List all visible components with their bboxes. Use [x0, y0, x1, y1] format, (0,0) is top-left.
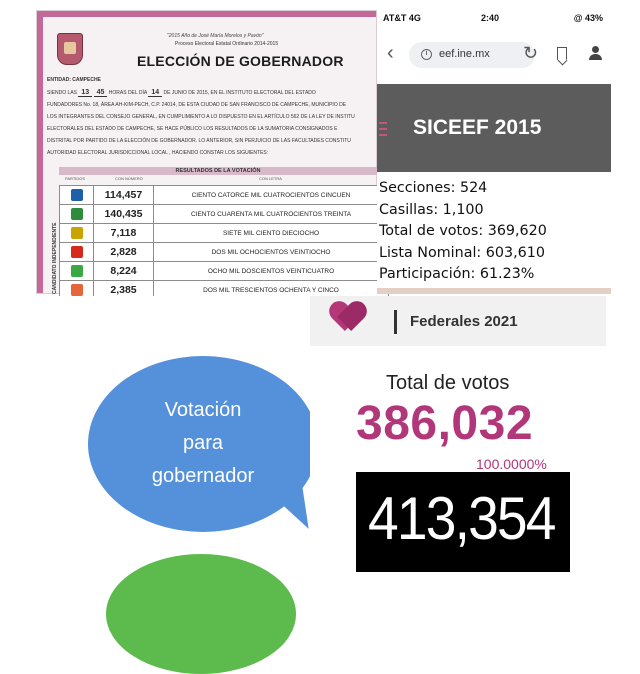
party-logo-icon	[71, 265, 83, 277]
votes-number: 8,224	[94, 262, 154, 281]
entity-label: ENTIDAD:	[47, 77, 71, 83]
federales-panel	[310, 296, 606, 598]
siceef-banner	[377, 84, 611, 172]
document-body-line: ELECTORALES DEL ESTADO DE CAMPECHE, SE HACE PÚBLICO LOS RESULTADOS DE LA SUMATORIA CONSIGNADOS E	[47, 126, 338, 132]
document-body-line: DISTRITAL POR PARTIDO DE LA ELECCIÓN DE GOBERNADOR. LO ANTERIOR, SIN PERJUICIO DE LAS FACULTADES CONSTITU	[47, 138, 351, 144]
reload-icon[interactable]: ↻	[523, 43, 539, 63]
document-top-stripe	[37, 11, 376, 17]
votes-number: 2,385	[94, 281, 154, 300]
col-numbers: CON NÚMERO	[115, 176, 143, 181]
party-logo-icon	[71, 246, 83, 258]
party-logo-cell	[60, 224, 94, 243]
document-process: Proceso Electoral Estatal Ordinario 2014-2015	[175, 41, 279, 47]
ine-logo-icon	[328, 300, 368, 330]
overlay-total-box	[356, 472, 570, 572]
day-value: 14	[148, 89, 162, 97]
stat-lista-nominal: Lista Nominal: 603,610	[379, 244, 545, 261]
votes-words: CIENTO CUARENTA MIL CUATROCIENTOS TREINTA	[154, 205, 389, 224]
party-logo-cell	[60, 205, 94, 224]
document-entity	[47, 77, 101, 83]
entity-value: CAMPECHE	[72, 77, 101, 83]
menu-icon[interactable]	[379, 122, 389, 140]
bookmark-icon[interactable]	[557, 47, 567, 60]
document-body-line: LOS INTEGRANTES DEL CONSEJO GENERAL, EN CUMPLIMIENTO A LO DISPUESTO EN EL ARTÍCULO 562 DE LA LEY DE INSTITU	[47, 114, 355, 120]
phone-screenshot	[377, 10, 611, 294]
bubble-line: para	[182, 432, 224, 454]
document-left-stripe	[37, 11, 43, 293]
url-text[interactable]: eef.ine.mx	[439, 48, 490, 60]
results-row	[60, 224, 389, 243]
document-time-line	[47, 89, 316, 97]
col-party: PARTIDOS	[65, 176, 86, 181]
header-divider	[394, 310, 397, 334]
speech-bubble-panel	[36, 296, 350, 598]
overlay-total-value: 413,354	[368, 485, 555, 552]
party-logo-icon	[71, 284, 83, 296]
time-line-suffix: DE JUNIO DE 2015, EN EL INSTITUTO ELECTORAL DEL ESTADO	[163, 90, 316, 96]
document-body-line: AUTORIDAD ELECTORAL JURISDICCIONAL LOCAL , HACIENDO CONSTAR LOS SIGUIENTES:	[47, 150, 269, 156]
stat-casillas: Casillas: 1,100	[379, 201, 484, 218]
votes-words: DOS MIL OCHOCIENTOS VEINTIOCHO	[154, 243, 389, 262]
federales-header	[310, 296, 606, 346]
results-row	[60, 262, 389, 281]
minute-value: 45	[94, 89, 108, 97]
back-icon[interactable]: ‹	[387, 42, 394, 64]
time-line-prefix: SIENDO LAS	[47, 90, 78, 96]
election-document	[36, 10, 377, 294]
votes-words: DOS MIL TRESCIENTOS OCHENTA Y CINCO	[154, 281, 389, 300]
stat-total-votos: Total de votos: 369,620	[379, 223, 547, 239]
total-votes-value: 386,032	[356, 397, 534, 450]
party-logo-icon	[71, 227, 83, 239]
browser-toolbar	[377, 28, 611, 84]
bubble-line: gobernador	[151, 465, 255, 487]
total-votes-percent: 100.0000%	[476, 456, 547, 472]
party-logo-icon	[71, 189, 83, 201]
results-row	[60, 243, 389, 262]
document-motto: "2015 Año de José María Morelos y Pavón"	[167, 33, 264, 39]
votes-number: 2,828	[94, 243, 154, 262]
hour-value: 13	[78, 89, 92, 97]
banner-title: SICEEF 2015	[413, 116, 542, 139]
stat-secciones: Secciones: 524	[379, 180, 488, 196]
state-seal-icon	[57, 33, 83, 65]
col-letters: CON LETRA	[259, 176, 282, 181]
document-body-line: FUNDADORES No. 18, ÁREA AH-KIM-PECH, C.P. 24014, DE ESTA CIUDAD DE SAN FRANCISCO DE CAMPECHE, MUNICIPIO DE	[47, 102, 347, 108]
party-logo-cell	[60, 243, 94, 262]
results-header: RESULTADOS DE LA VOTACIÓN	[59, 167, 377, 175]
battery-text: @ 43%	[573, 13, 603, 23]
status-bar	[377, 10, 611, 28]
party-logo-icon	[71, 208, 83, 220]
party-logo-cell	[60, 186, 94, 205]
bubble-line: Votación	[164, 399, 242, 421]
independent-candidate-label	[47, 222, 58, 295]
votes-words: OCHO MIL DOSCIENTOS VEINTICUATRO	[154, 262, 389, 281]
votes-number: 7,118	[94, 224, 154, 243]
bottom-strip	[377, 288, 611, 294]
total-votes-label: Total de votos	[386, 372, 510, 394]
green-speech-bubble	[106, 554, 296, 674]
party-logo-cell	[60, 262, 94, 281]
document-title: ELECCIÓN DE GOBERNADOR	[137, 53, 344, 69]
stat-participacion: Participación: 61.23%	[379, 266, 535, 282]
results-row	[60, 186, 389, 205]
time-line-mid: HORAS DEL DÍA	[108, 90, 147, 96]
carrier-text: AT&T 4G	[383, 13, 421, 23]
info-icon[interactable]: i	[421, 49, 432, 60]
clock-text: 2:40	[481, 13, 500, 23]
votes-number: 140,435	[94, 205, 154, 224]
results-row	[60, 205, 389, 224]
votes-words: SIETE MIL CIENTO DIECIOCHO	[154, 224, 389, 243]
votes-words: CIENTO CATORCE MIL CUATROCIENTOS CINCUEN	[154, 186, 389, 205]
federales-title: Federales 2021	[410, 313, 518, 330]
side-label-text: CANDIDATO INDEPENDIENTE	[52, 222, 58, 294]
siceef-stats	[379, 172, 609, 286]
account-icon[interactable]	[589, 46, 603, 60]
votes-number: 114,457	[94, 186, 154, 205]
bubble-text	[128, 394, 278, 493]
